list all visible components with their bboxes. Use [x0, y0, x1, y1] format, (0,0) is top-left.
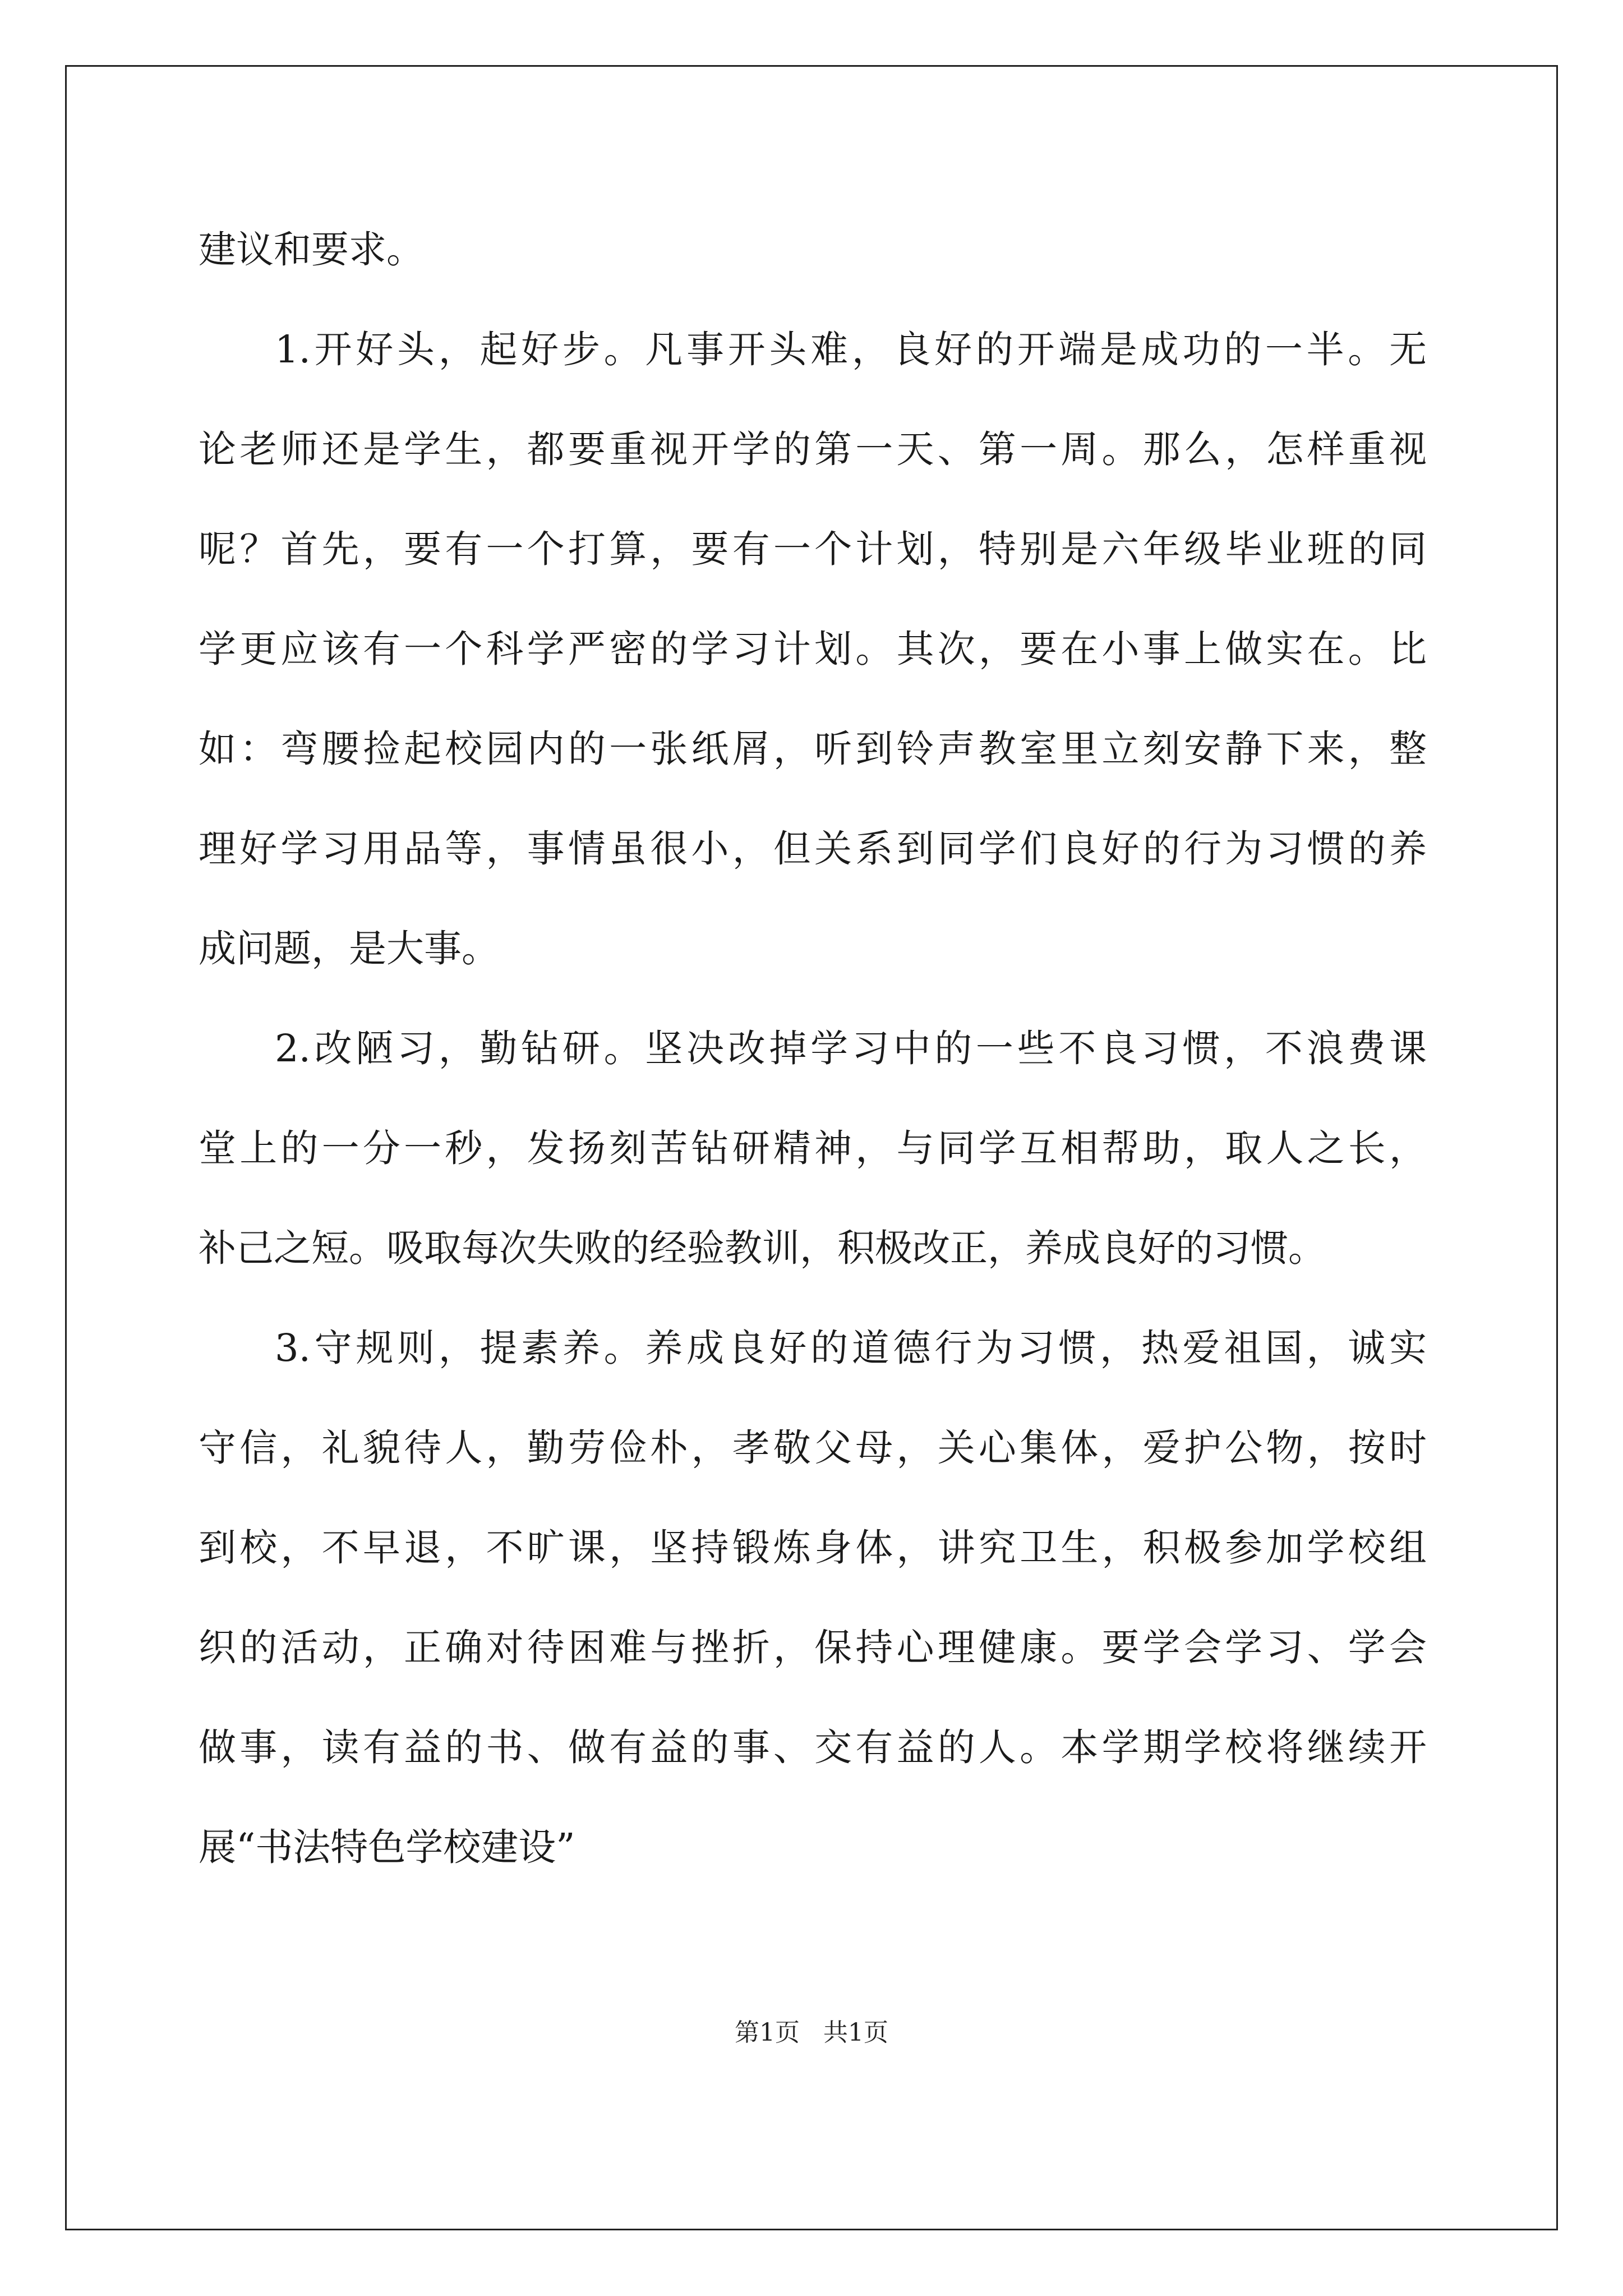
paragraph-line: 成问题，是大事。: [199, 927, 499, 970]
paragraph-line: 1.开好头，起好步。凡事开头难，良好的开端是成功的一半。无: [275, 328, 1427, 371]
paragraph-line: 织的活动，正确对待困难与挫折，保持心理健康。要学会学习、学会: [199, 1626, 1427, 1669]
paragraph-line: 学更应该有一个科学严密的学习计划。其次，要在小事上做实在。比: [199, 627, 1427, 671]
paragraph-line: 展“书法特色学校建设”: [199, 1825, 575, 1869]
page-number-footer: 第1页 共1页: [735, 2018, 888, 2047]
paragraph-line: 3.守规则，提素养。养成良好的道德行为习惯，热爱祖国，诚实: [275, 1326, 1427, 1370]
paragraph-line: 守信，礼貌待人，勤劳俭朴，孝敬父母，关心集体，爱护公物，按时: [199, 1426, 1427, 1470]
paragraph-line: 呢？首先，要有一个打算，要有一个计划，特别是六年级毕业班的同: [199, 527, 1427, 571]
paragraph-line: 到校，不早退，不旷课，坚持锻炼身体，讲究卫生，积极参加学校组: [199, 1526, 1427, 1570]
paragraph-line: 建议和要求。: [199, 228, 424, 272]
paragraph-line: 如：弯腰捡起校园内的一张纸屑，听到铃声教室里立刻安静下来，整: [199, 727, 1427, 771]
paragraph-line: 论老师还是学生，都要重视开学的第一天、第一周。那么，怎样重视: [199, 427, 1427, 471]
paragraph-line: 补己之短。吸取每次失败的经验教训，积极改正，养成良好的习惯。: [199, 1226, 1326, 1270]
paragraph-line: 理好学习用品等，事情虽很小，但关系到同学们良好的行为习惯的养: [199, 827, 1427, 871]
paragraph-line: 2.改陋习，勤钻研。坚决改掉学习中的一些不良习惯，不浪费课: [275, 1027, 1427, 1070]
paragraph-line: 堂上的一分一秒，发扬刻苦钻研精神，与同学互相帮助，取人之长，: [199, 1126, 1427, 1170]
paragraph-line: 做事，读有益的书、做有益的事、交有益的人。本学期学校将继续开: [199, 1726, 1427, 1769]
